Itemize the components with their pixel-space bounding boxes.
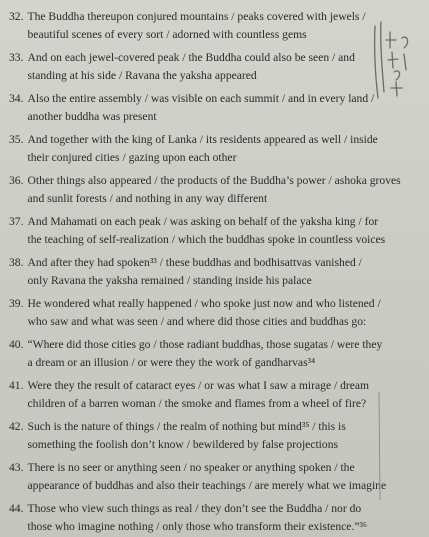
verse-text bbox=[28, 254, 382, 289]
verse-43 bbox=[9, 459, 387, 494]
handwritten-margin-note bbox=[372, 18, 428, 108]
verse-line: And Mahamati on each peak / was asking on behalf of the yaksha king / for bbox=[27, 215, 379, 228]
verse-line: And after they had spoken³³ / these buddhas and bodhisattvas vanished / bbox=[27, 256, 362, 269]
verse-39 bbox=[9, 295, 381, 330]
verse-line: Such is the nature of things / the realm of nothing but mind³⁵ / this is bbox=[27, 420, 346, 433]
verse-36 bbox=[9, 172, 401, 207]
verse-line: and sunlit forests / and nothing in any way different bbox=[27, 191, 268, 205]
verse-line: children of a barren woman / the smoke and flames from a wheel of fire? bbox=[27, 396, 367, 410]
verse-line: another buddha was present bbox=[27, 109, 157, 123]
verse-text bbox=[28, 418, 382, 453]
verse-44 bbox=[9, 500, 381, 535]
verse-number: 44. bbox=[9, 502, 24, 515]
verse-line: “Where did those cities go / those radiant buddhas, those sugatas / were they bbox=[27, 338, 383, 351]
verse-number: 43. bbox=[9, 461, 24, 474]
verse-number: 36. bbox=[9, 174, 24, 187]
verse-text bbox=[28, 213, 386, 248]
verse-33 bbox=[9, 49, 381, 84]
verse-line: The Buddha thereupon conjured mountains / peaks covered with jewels / bbox=[27, 10, 366, 23]
verse-number: 33. bbox=[9, 51, 24, 64]
verse-number: 41. bbox=[9, 379, 24, 392]
verse-37 bbox=[9, 213, 386, 248]
verse-line: a dream or an illusion / or were they the work of gandharvas³⁴ bbox=[27, 355, 316, 369]
verse-line: He wondered what really happened / who spoke just now and who listened / bbox=[27, 297, 381, 310]
verse-text bbox=[28, 500, 382, 535]
verse-34 bbox=[9, 90, 381, 125]
verse-42 bbox=[9, 418, 381, 453]
margin-bracket-mark bbox=[376, 390, 384, 502]
verse-number: 40. bbox=[9, 338, 24, 351]
verse-number: 39. bbox=[9, 297, 24, 310]
verse-number: 37. bbox=[9, 215, 24, 228]
verse-line: There is no seer or anything seen / no speaker or anything spoken / the bbox=[27, 461, 355, 474]
verse-text bbox=[28, 172, 401, 207]
verse-line: appearance of buddhas and also their teachings / are merely what we imagine bbox=[27, 478, 387, 492]
verse-text bbox=[28, 131, 382, 166]
verse-32 bbox=[9, 8, 381, 43]
verse-line: Other things also appeared / the products of the Buddha’s power / ashoka groves bbox=[27, 174, 401, 187]
verse-number: 42. bbox=[9, 420, 24, 433]
verse-line: And on each jewel-covered peak / the Buddha could also be seen / and bbox=[27, 51, 355, 64]
verse-line: standing at his side / Ravana the yaksha appeared bbox=[27, 68, 257, 82]
verse-number: 35. bbox=[9, 133, 24, 146]
verse-40 bbox=[9, 336, 381, 371]
verse-line: Were they the result of cataract eyes / or was what I saw a mirage / dream bbox=[27, 379, 370, 392]
verse-line: And together with the king of Lanka / its residents appeared as well / inside bbox=[27, 133, 378, 146]
verse-text bbox=[28, 8, 382, 43]
verse-number: 34. bbox=[9, 92, 24, 105]
verse-text bbox=[28, 336, 383, 371]
verse-35 bbox=[9, 131, 381, 166]
verse-line: the teaching of self-realization / which the buddhas spoke in countless voices bbox=[27, 232, 386, 246]
verse-line: only Ravana the yaksha remained / standing inside his palace bbox=[27, 273, 312, 287]
verse-text bbox=[28, 90, 382, 125]
verse-line: something the foolish don’t know / bewildered by false projections bbox=[27, 437, 339, 451]
verse-line: those who imagine nothing / only those who transform their existence.”³⁶ bbox=[27, 519, 367, 533]
verse-number: 32. bbox=[9, 10, 24, 23]
verse-line: Also the entire assembly / was visible on each summit / and in every land / bbox=[27, 92, 375, 105]
verse-list bbox=[9, 8, 401, 537]
verse-text bbox=[28, 459, 387, 494]
verse-text bbox=[28, 295, 382, 330]
verse-41 bbox=[9, 377, 381, 412]
verse-38 bbox=[9, 254, 381, 289]
verse-text bbox=[28, 377, 382, 412]
verse-line: who saw and what was seen / and where did those cities and buddhas go: bbox=[27, 314, 367, 328]
verse-line: Those who view such things as real / they don’t see the Buddha / nor do bbox=[27, 502, 362, 515]
verse-number: 38. bbox=[9, 256, 24, 269]
verse-line: their conjured cities / gazing upon each other bbox=[27, 150, 237, 164]
verse-text bbox=[28, 49, 382, 84]
verse-line: beautiful scenes of every sort / adorned with countless gems bbox=[27, 27, 307, 41]
